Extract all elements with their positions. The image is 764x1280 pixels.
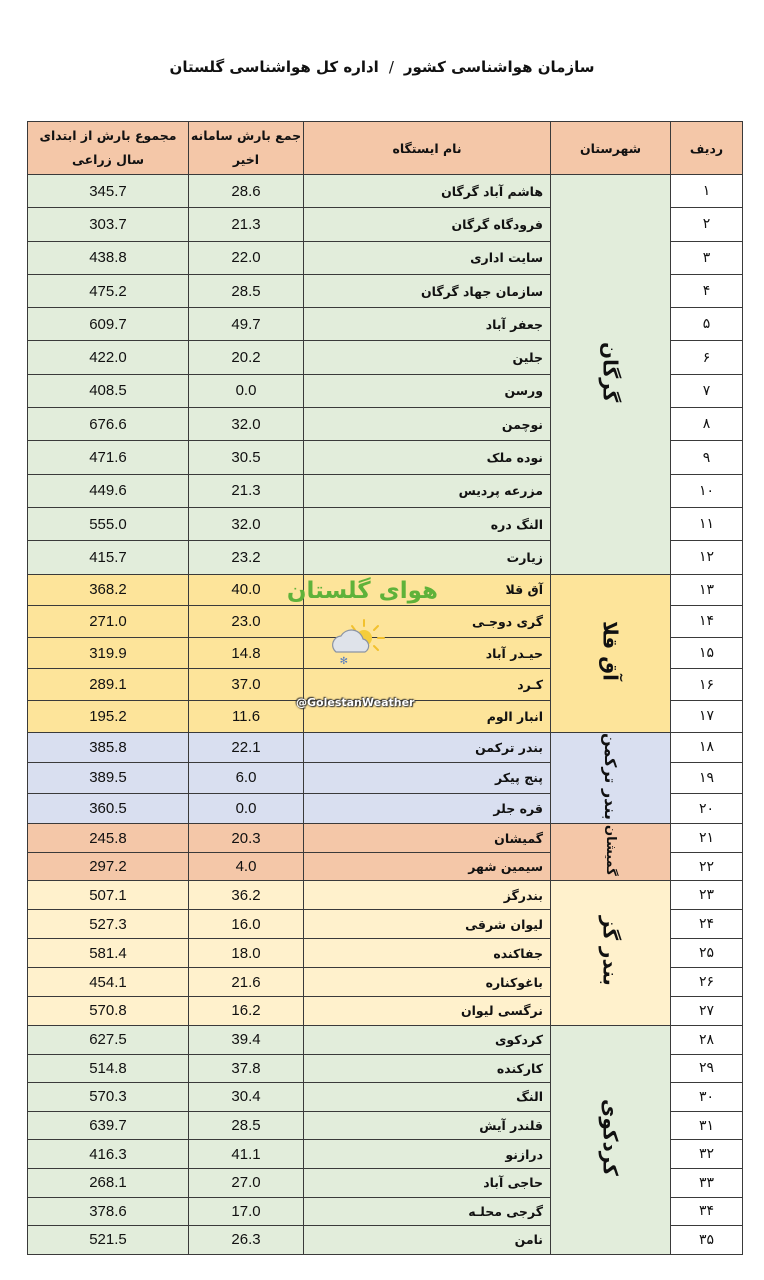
total-rain-cell: 289.1 — [28, 669, 189, 701]
recent-rain-cell: 20.3 — [189, 824, 304, 853]
total-rain-cell: 303.7 — [28, 208, 189, 241]
recent-rain-cell: 49.7 — [189, 308, 304, 341]
total-rain-cell: 245.8 — [28, 824, 189, 853]
station-name-cell: نامن — [304, 1226, 551, 1255]
recent-rain-cell: 28.5 — [189, 274, 304, 307]
row-number-cell: ۱۱ — [671, 507, 743, 540]
recent-rain-cell: 14.8 — [189, 637, 304, 669]
row-number-cell: ۶ — [671, 341, 743, 374]
city-label: بندر گز — [598, 916, 623, 987]
station-name-cell: حاجی آباد — [304, 1168, 551, 1197]
total-rain-cell: 360.5 — [28, 793, 189, 824]
total-rain-cell: 521.5 — [28, 1226, 189, 1255]
row-number-cell: ۲۵ — [671, 939, 743, 968]
station-name-cell: سایت اداری — [304, 241, 551, 274]
recent-rain-cell: 4.0 — [189, 852, 304, 881]
header-row — [28, 122, 743, 175]
station-name-cell: گرجی محلـه — [304, 1197, 551, 1226]
total-rain-cell: 368.2 — [28, 574, 189, 606]
row-number-cell: ۸ — [671, 408, 743, 441]
station-name-cell: فرودگاه گرگان — [304, 208, 551, 241]
station-name-cell: کردکوی — [304, 1025, 551, 1054]
row-number-cell: ۱۴ — [671, 606, 743, 638]
station-name-cell: کـرد — [304, 669, 551, 701]
table-row — [28, 732, 743, 763]
recent-rain-cell: 0.0 — [189, 793, 304, 824]
station-name-cell: سیمین شهر — [304, 852, 551, 881]
total-rain-cell: 454.1 — [28, 968, 189, 997]
station-name-cell: لیوان شرقی — [304, 910, 551, 939]
station-name-cell: درازنو — [304, 1140, 551, 1169]
recent-rain-cell: 37.0 — [189, 669, 304, 701]
row-number-cell: ۲۱ — [671, 824, 743, 853]
total-rain-cell: 271.0 — [28, 606, 189, 638]
row-number-cell: ۲۰ — [671, 793, 743, 824]
total-rain-cell: 609.7 — [28, 308, 189, 341]
recent-rain-cell: 36.2 — [189, 881, 304, 910]
row-number-cell: ۱۹ — [671, 763, 743, 794]
row-number-cell: ۱۵ — [671, 637, 743, 669]
recent-rain-cell: 22.1 — [189, 732, 304, 763]
row-number-cell: ۹ — [671, 441, 743, 474]
station-name-cell: نرگسی لیوان — [304, 997, 551, 1026]
station-name-cell: جفاکنده — [304, 939, 551, 968]
col-header-row-number: ردیف — [671, 122, 743, 175]
total-rain-cell: 627.5 — [28, 1025, 189, 1054]
recent-rain-cell: 20.2 — [189, 341, 304, 374]
row-number-cell: ۳ — [671, 241, 743, 274]
recent-rain-cell: 11.6 — [189, 700, 304, 732]
station-name-cell: قره جلر — [304, 793, 551, 824]
station-name-cell: پنج پیکر — [304, 763, 551, 794]
station-name-cell: ورسن — [304, 374, 551, 407]
city-cell — [551, 1025, 671, 1254]
recent-rain-cell: 39.4 — [189, 1025, 304, 1054]
row-number-cell: ۱۳ — [671, 574, 743, 606]
total-rain-cell: 639.7 — [28, 1111, 189, 1140]
row-number-cell: ۷ — [671, 374, 743, 407]
station-name-cell: نوده ملک — [304, 441, 551, 474]
row-number-cell: ۳۵ — [671, 1226, 743, 1255]
recent-rain-cell: 22.0 — [189, 241, 304, 274]
station-name-cell: بندرگز — [304, 881, 551, 910]
row-number-cell: ۲ — [671, 208, 743, 241]
total-rain-cell: 385.8 — [28, 732, 189, 763]
station-name-cell: النگ دره — [304, 507, 551, 540]
station-name-cell: مزرعه پردیس — [304, 474, 551, 507]
total-rain-cell: 319.9 — [28, 637, 189, 669]
total-rain-cell: 570.8 — [28, 997, 189, 1026]
station-name-cell: آق قلا — [304, 574, 551, 606]
station-name-cell: گری دوجـی — [304, 606, 551, 638]
col-header-city: شهرستان — [551, 122, 671, 175]
recent-rain-cell: 41.1 — [189, 1140, 304, 1169]
row-number-cell: ۲۲ — [671, 852, 743, 881]
total-rain-cell: 378.6 — [28, 1197, 189, 1226]
row-number-cell: ۳۴ — [671, 1197, 743, 1226]
row-number-cell: ۲۴ — [671, 910, 743, 939]
recent-rain-cell: 21.3 — [189, 208, 304, 241]
total-rain-cell: 345.7 — [28, 175, 189, 208]
station-name-cell: سازمان جهاد گرگان — [304, 274, 551, 307]
col-header-station: نام ایستگاه — [304, 122, 551, 175]
city-cell — [551, 175, 671, 575]
recent-rain-cell: 27.0 — [189, 1168, 304, 1197]
station-name-cell: جلین — [304, 341, 551, 374]
row-number-cell: ۵ — [671, 308, 743, 341]
total-rain-cell: 408.5 — [28, 374, 189, 407]
station-name-cell: گمیشان — [304, 824, 551, 853]
station-name-cell: حیـدر آباد — [304, 637, 551, 669]
recent-rain-cell: 16.0 — [189, 910, 304, 939]
recent-rain-cell: 6.0 — [189, 763, 304, 794]
row-number-cell: ۳۱ — [671, 1111, 743, 1140]
total-rain-cell: 570.3 — [28, 1083, 189, 1112]
total-rain-cell: 268.1 — [28, 1168, 189, 1197]
city-label: بندر ترکمن — [601, 732, 620, 820]
total-rain-cell: 471.6 — [28, 441, 189, 474]
table-row — [28, 881, 743, 910]
row-number-cell: ۱ — [671, 175, 743, 208]
title-separator: / — [388, 58, 394, 76]
total-rain-cell: 676.6 — [28, 408, 189, 441]
table-body — [28, 175, 743, 1255]
watermark-brand: هوای گلستان — [286, 578, 438, 604]
recent-rain-cell: 18.0 — [189, 939, 304, 968]
station-name-cell: زیارت — [304, 541, 551, 574]
station-name-cell: کارکنده — [304, 1054, 551, 1083]
document-title — [0, 58, 764, 76]
row-number-cell: ۱۷ — [671, 700, 743, 732]
station-name-cell: جعفر آباد — [304, 308, 551, 341]
row-number-cell: ۱۲ — [671, 541, 743, 574]
row-number-cell: ۲۷ — [671, 997, 743, 1026]
row-number-cell: ۲۸ — [671, 1025, 743, 1054]
city-cell — [551, 881, 671, 1025]
recent-rain-cell: 32.0 — [189, 408, 304, 441]
table-row — [28, 175, 743, 208]
recent-rain-cell: 28.5 — [189, 1111, 304, 1140]
table-row — [28, 824, 743, 853]
station-name-cell: هاشم آباد گرگان — [304, 175, 551, 208]
recent-rain-cell: 21.3 — [189, 474, 304, 507]
station-name-cell: قلندر آیش — [304, 1111, 551, 1140]
recent-rain-cell: 30.4 — [189, 1083, 304, 1112]
col-header-total-rain — [28, 122, 189, 175]
total-rain-cell: 581.4 — [28, 939, 189, 968]
total-rain-cell: 438.8 — [28, 241, 189, 274]
row-number-cell: ۲۳ — [671, 881, 743, 910]
recent-rain-cell: 40.0 — [189, 574, 304, 606]
city-cell — [551, 824, 671, 881]
total-rain-cell: 422.0 — [28, 341, 189, 374]
row-number-cell: ۳۳ — [671, 1168, 743, 1197]
total-rain-cell: 527.3 — [28, 910, 189, 939]
total-rain-cell: 555.0 — [28, 507, 189, 540]
total-rain-cell: 449.6 — [28, 474, 189, 507]
org-name: سازمان هواشناسی کشور — [403, 58, 595, 76]
recent-rain-cell: 32.0 — [189, 507, 304, 540]
precipitation-table — [27, 121, 743, 1255]
city-label: گرگان — [598, 342, 623, 403]
watermark-handle: @GolestanWeather — [296, 696, 415, 709]
recent-rain-cell: 16.2 — [189, 997, 304, 1026]
recent-rain-cell: 37.8 — [189, 1054, 304, 1083]
col-header-total-line1: مجموع بارش از ابتدای — [39, 128, 177, 143]
recent-rain-cell: 0.0 — [189, 374, 304, 407]
row-number-cell: ۴ — [671, 274, 743, 307]
row-number-cell: ۲۹ — [671, 1054, 743, 1083]
table-row — [28, 574, 743, 606]
city-label: گمیشان — [603, 825, 618, 876]
station-name-cell: باغوکناره — [304, 968, 551, 997]
city-label: کردکوی — [598, 1099, 623, 1177]
total-rain-cell: 475.2 — [28, 274, 189, 307]
row-number-cell: ۳۲ — [671, 1140, 743, 1169]
dept-name: اداره کل هواشناسی گلستان — [169, 58, 379, 76]
total-rain-cell: 507.1 — [28, 881, 189, 910]
station-name-cell: انبار الوم — [304, 700, 551, 732]
total-rain-cell: 297.2 — [28, 852, 189, 881]
recent-rain-cell: 28.6 — [189, 175, 304, 208]
station-name-cell: بندر ترکمن — [304, 732, 551, 763]
table-header — [28, 122, 743, 175]
total-rain-cell: 195.2 — [28, 700, 189, 732]
recent-rain-cell: 23.0 — [189, 606, 304, 638]
recent-rain-cell: 26.3 — [189, 1226, 304, 1255]
total-rain-cell: 416.3 — [28, 1140, 189, 1169]
total-rain-cell: 415.7 — [28, 541, 189, 574]
station-name-cell: النگ — [304, 1083, 551, 1112]
recent-rain-cell: 30.5 — [189, 441, 304, 474]
total-rain-cell: 389.5 — [28, 763, 189, 794]
row-number-cell: ۱۶ — [671, 669, 743, 701]
total-rain-cell: 514.8 — [28, 1054, 189, 1083]
city-cell — [551, 574, 671, 732]
col-header-recent-line1: جمع بارش سامانه — [190, 128, 302, 143]
col-header-total-line2: سال زراعی — [71, 152, 145, 167]
row-number-cell: ۱۰ — [671, 474, 743, 507]
table-row — [28, 1025, 743, 1054]
col-header-recent-line2: اخیر — [232, 152, 260, 167]
station-name-cell: نوچمن — [304, 408, 551, 441]
row-number-cell: ۱۸ — [671, 732, 743, 763]
svg-text:✻: ✻ — [339, 656, 348, 666]
city-label: آق قلا — [598, 621, 623, 682]
col-header-recent-rain — [189, 122, 304, 175]
row-number-cell: ۳۰ — [671, 1083, 743, 1112]
row-number-cell: ۲۶ — [671, 968, 743, 997]
city-cell — [551, 732, 671, 824]
recent-rain-cell: 21.6 — [189, 968, 304, 997]
recent-rain-cell: 23.2 — [189, 541, 304, 574]
recent-rain-cell: 17.0 — [189, 1197, 304, 1226]
